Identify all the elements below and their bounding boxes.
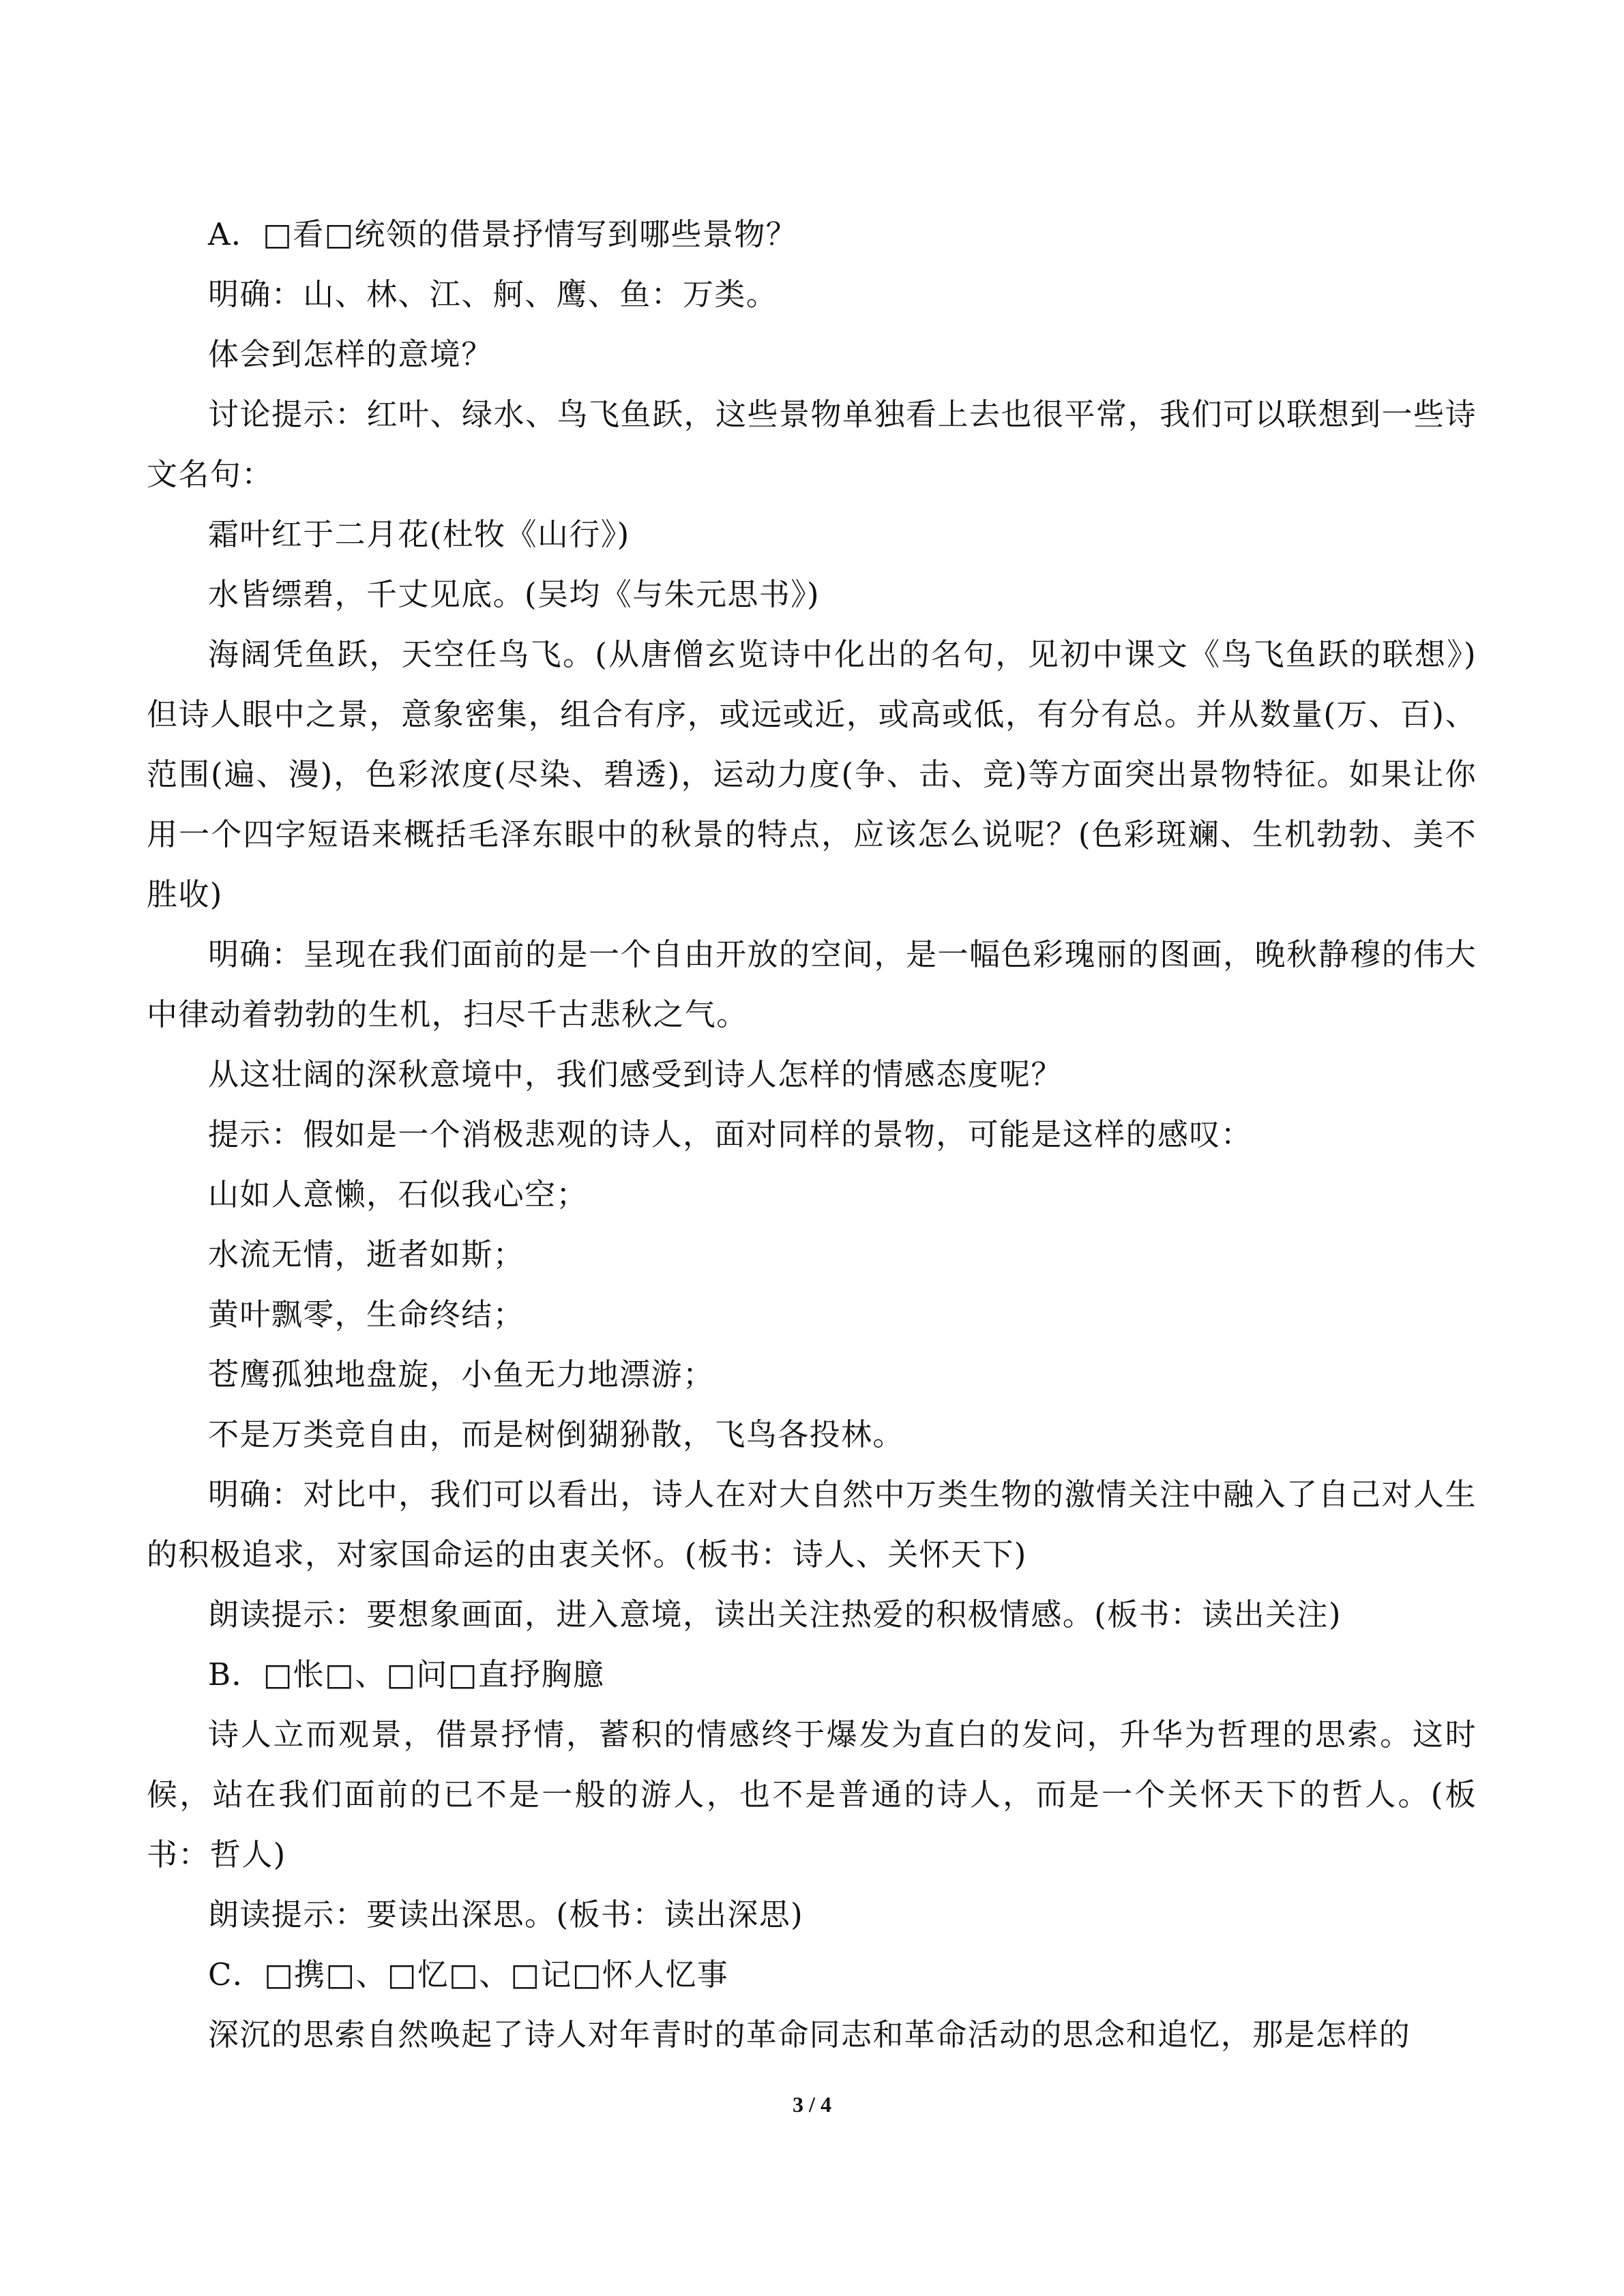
paragraph: 朗读提示：要想象画面，进入意境，读出关注热爱的积极情感。(板书：读出关注)	[208, 1596, 1342, 1632]
paragraph: 不是万类竞自由，而是树倒猢狲散，飞鸟各投林。	[208, 1416, 904, 1452]
paragraph: 海阔凭鱼跃，天空任鸟飞。(从唐僧玄览诗中化出的名句，见初中课文《鸟飞鱼跃的联想》)但诗人眼中之景，意象密集，组合有序，或远或近，或高或低，有分有总。并从数量(万、百)、范围(遍、漫)，色彩浓度(尽染、碧透)，运动力度(争、击、竞)等方面突出景物特征。如果让你用一个四字短语来概括毛泽东眼中的秋景的特点，应该怎么说呢？(色彩斑斓、生机勃勃、美不胜收)	[147, 636, 1477, 912]
paragraph: 水流无情，逝者如斯；	[208, 1236, 525, 1272]
paragraph: 体会到怎样的意境？	[208, 336, 493, 372]
paragraph: 朗读提示：要读出深思。(板书：读出深思)	[208, 1896, 804, 1933]
paragraph: 深沉的思索自然唤起了诗人对年青时的革命同志和革命活动的思念和追忆，那是怎样的	[208, 2016, 1411, 2053]
paragraph: 黄叶飘零，生命终结；	[208, 1296, 525, 1332]
paragraph: B．□怅□、□问□直抒胸臆	[208, 1656, 605, 1693]
paragraph: 苍鹰孤独地盘旋，小鱼无力地漂游；	[208, 1356, 715, 1392]
paragraph: 山如人意懒，石似我心空；	[208, 1176, 588, 1212]
paragraph: 明确：对比中，我们可以看出，诗人在对大自然中万类生物的激情关注中融入了自己对人生的积极追求，对家国命运的由衷关怀。(板书：诗人、关怀天下)	[147, 1476, 1477, 1572]
page-number: 3 / 4	[793, 2092, 831, 2117]
paragraph: 明确：呈现在我们面前的是一个自由开放的空间，是一幅色彩瑰丽的图画，晚秋静穆的伟大中律动着勃勃的生机，扫尽千古悲秋之气。	[147, 936, 1477, 1032]
paragraph: 诗人立而观景，借景抒情，蓄积的情感终于爆发为直白的发问，升华为哲理的思索。这时候，站在我们面前的已不是一般的游人，也不是普通的诗人，而是一个关怀天下的哲人。(板书：哲人)	[147, 1716, 1477, 1873]
paragraph: 水皆缥碧，千丈见底。(吴均《与朱元思书》)	[208, 576, 821, 612]
paragraph: 讨论提示：红叶、绿水、鸟飞鱼跃，这些景物单独看上去也很平常，我们可以联想到一些诗文名句：	[147, 396, 1477, 492]
paragraph: C．□携□、□忆□、□记□怀人忆事	[208, 1956, 729, 1993]
paragraph: A．□看□统领的借景抒情写到哪些景物？	[208, 216, 798, 252]
paragraph: 明确：山、林、江、舸、鹰、鱼：万类。	[208, 276, 778, 312]
paragraph: 霜叶红于二月花(杜牧《山行》)	[208, 516, 630, 552]
document-body	[147, 205, 1477, 2065]
paragraph: 提示：假如是一个消极悲观的诗人，面对同样的景物，可能是这样的感叹：	[208, 1116, 1253, 1152]
paragraph: 从这壮阔的深秋意境中，我们感受到诗人怎样的情感态度呢？	[208, 1056, 1063, 1092]
